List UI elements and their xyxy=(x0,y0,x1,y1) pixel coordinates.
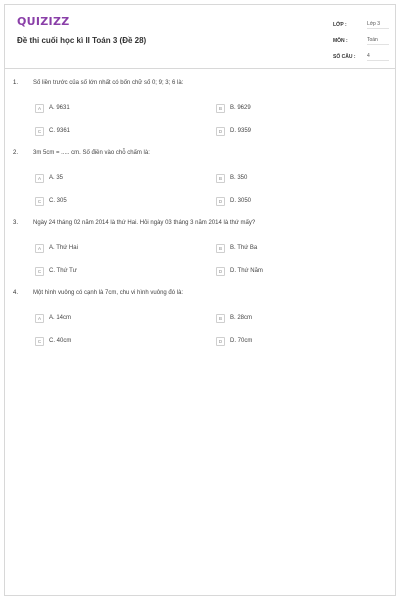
question-number: 4. xyxy=(13,290,19,296)
option-text: B. Thứ Ba xyxy=(230,245,258,251)
option-b[interactable] xyxy=(216,103,251,113)
option-d[interactable] xyxy=(216,336,252,346)
meta-value: Toán xyxy=(367,37,389,45)
option-text: A. 9631 xyxy=(49,105,70,111)
question-text: Ngày 24 tháng 02 năm 2014 là thứ Hai. Hỏi ngày 03 tháng 3 năm 2014 là thứ mấy? xyxy=(33,220,256,226)
option-text: C. 40cm xyxy=(49,338,72,344)
meta-label: LỚP : xyxy=(333,22,347,28)
option-letter-badge: C xyxy=(35,267,44,276)
meta-value: Lớp 3 xyxy=(367,21,389,29)
option-letter-badge: D xyxy=(216,337,225,346)
option-text: B. 28cm xyxy=(230,315,253,321)
option-letter-badge: A xyxy=(35,174,44,183)
option-text: D. 3050 xyxy=(230,198,252,204)
option-text: A. 35 xyxy=(49,175,64,181)
question-number: 3. xyxy=(13,220,19,226)
option-d[interactable] xyxy=(216,126,251,136)
option-text: C. Thứ Tư xyxy=(49,268,77,274)
option-b[interactable] xyxy=(216,243,257,253)
question-1 xyxy=(5,80,395,150)
option-letter-badge: D xyxy=(216,197,225,206)
question-number: 2. xyxy=(13,150,19,156)
option-letter-badge: C xyxy=(35,127,44,136)
option-letter-badge: A xyxy=(35,244,44,253)
option-text: C. 305 xyxy=(49,198,67,204)
question-2 xyxy=(5,150,395,220)
option-a[interactable] xyxy=(35,173,63,183)
option-letter-badge: B xyxy=(216,174,225,183)
option-text: B. 9629 xyxy=(230,105,251,111)
option-c[interactable] xyxy=(35,196,67,206)
option-letter-badge: B xyxy=(216,314,225,323)
option-b[interactable] xyxy=(216,313,252,323)
meta-row-class xyxy=(333,17,389,33)
meta-label: SỐ CÂU : xyxy=(333,54,356,60)
worksheet xyxy=(4,4,396,596)
option-letter-badge: D xyxy=(216,127,225,136)
question-4 xyxy=(5,290,395,360)
option-text: B. 350 xyxy=(230,175,248,181)
option-c[interactable] xyxy=(35,266,77,276)
option-b[interactable] xyxy=(216,173,247,183)
option-letter-badge: B xyxy=(216,244,225,253)
option-letter-badge: C xyxy=(35,197,44,206)
quizizz-logo: QUIZIZZ xyxy=(17,15,70,28)
meta-row-count xyxy=(333,49,389,65)
option-a[interactable] xyxy=(35,243,78,253)
option-a[interactable] xyxy=(35,103,70,113)
option-text: C. 9361 xyxy=(49,128,71,134)
option-letter-badge: D xyxy=(216,267,225,276)
option-d[interactable] xyxy=(216,266,263,276)
meta-info xyxy=(333,17,389,65)
option-c[interactable] xyxy=(35,126,70,136)
option-letter-badge: A xyxy=(35,104,44,113)
option-text: A. 14cm xyxy=(49,315,72,321)
question-text: Một hình vuông có cạnh là 7cm, chu vi hình vuông đó là: xyxy=(33,290,184,296)
worksheet-title: Đề thi cuối học kì II Toán 3 (Đề 28) xyxy=(17,36,147,45)
question-text: 3m 5cm = ..... cm. Số điền vào chỗ chấm là: xyxy=(33,150,150,156)
option-text: D. 70cm xyxy=(230,338,253,344)
question-list xyxy=(5,80,395,360)
option-letter-badge: C xyxy=(35,337,44,346)
option-text: A. Thứ Hai xyxy=(49,245,78,251)
question-3 xyxy=(5,220,395,290)
question-number: 1. xyxy=(13,80,19,86)
option-text: D. 9359 xyxy=(230,128,252,134)
option-a[interactable] xyxy=(35,313,71,323)
meta-value: 4 xyxy=(367,53,389,61)
meta-row-subject xyxy=(333,33,389,49)
option-letter-badge: A xyxy=(35,314,44,323)
option-letter-badge: B xyxy=(216,104,225,113)
option-d[interactable] xyxy=(216,196,251,206)
question-text: Số liền trước của số lớn nhất có bốn chữ số 0; 9; 3; 6 là: xyxy=(33,80,184,86)
worksheet-header xyxy=(5,5,395,69)
meta-label: MÔN : xyxy=(333,38,348,44)
option-c[interactable] xyxy=(35,336,71,346)
option-text: D. Thứ Năm xyxy=(230,268,263,274)
